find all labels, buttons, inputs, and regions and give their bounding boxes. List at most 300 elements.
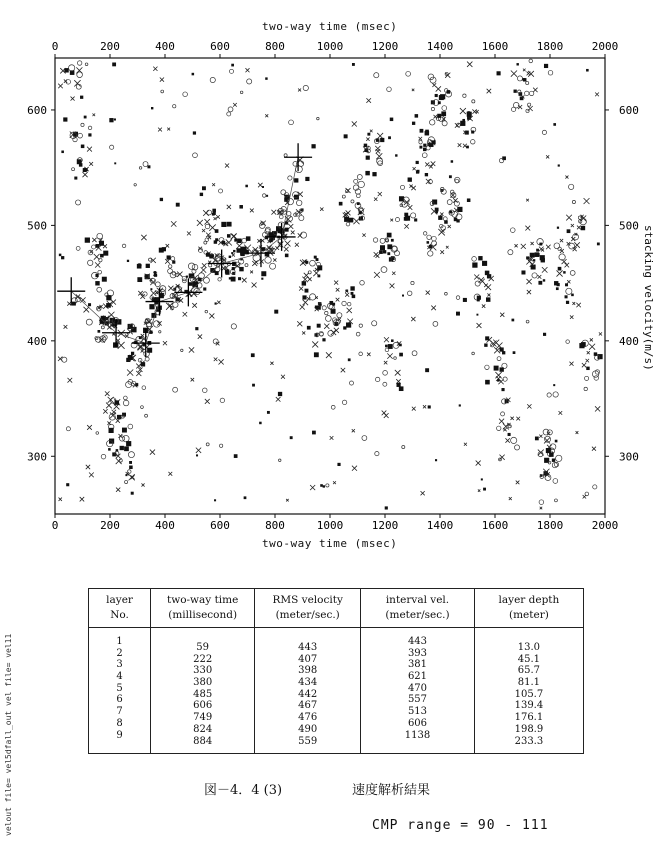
semblance-circle	[155, 282, 160, 287]
semblance-circle	[205, 310, 208, 313]
semblance-dot	[485, 336, 489, 340]
semblance-dot	[543, 333, 546, 336]
semblance-dot	[556, 287, 559, 290]
semblance-cross	[303, 300, 308, 305]
semblance-circle	[231, 324, 236, 329]
semblance-circle	[584, 387, 587, 390]
semblance-circle	[62, 357, 67, 362]
layer-no-cell: 4	[116, 671, 123, 683]
velocity-picks	[57, 143, 312, 357]
semblance-circle	[342, 400, 346, 404]
semblance-dot	[84, 116, 87, 119]
semblance-cross	[521, 244, 526, 249]
semblance-cross	[201, 267, 207, 273]
header-layer: layer No.	[89, 589, 151, 628]
semblance-cross	[539, 435, 542, 438]
semblance-circle	[168, 269, 173, 274]
semblance-circle	[173, 105, 176, 108]
semblance-cross	[374, 252, 379, 257]
semblance-circle	[472, 257, 477, 262]
semblance-dot	[195, 327, 198, 330]
semblance-dot	[449, 175, 452, 178]
semblance-cross	[370, 130, 373, 133]
semblance-cross	[546, 245, 551, 250]
table-header-row	[89, 589, 584, 628]
semblance-dot	[114, 162, 116, 164]
semblance-dot	[415, 114, 419, 118]
semblance-circle	[143, 292, 147, 296]
layer-depth-cell: 65.7	[517, 665, 541, 677]
semblance-circle	[220, 398, 224, 402]
semblance-cross	[412, 89, 414, 91]
semblance-circle	[85, 63, 88, 66]
semblance-dot	[346, 322, 351, 327]
semblance-dot	[476, 314, 478, 316]
semblance-dot	[100, 254, 104, 258]
x-tick-label-bottom: 1200	[371, 519, 399, 532]
semblance-dot	[105, 321, 109, 325]
semblance-dot	[305, 261, 308, 264]
semblance-dot	[229, 277, 231, 279]
y-tick-label-right: 600	[619, 103, 639, 117]
semblance-cross	[300, 304, 305, 309]
velocity-pick-cross	[57, 277, 85, 305]
semblance-cross	[196, 448, 201, 453]
semblance-circle	[127, 470, 131, 474]
semblance-cross	[559, 411, 563, 415]
x-tick-label-top: 1800	[536, 40, 564, 53]
semblance-circle	[358, 181, 364, 187]
rms-velocity-cell: 398	[298, 665, 318, 677]
semblance-dot	[432, 140, 436, 144]
rms-velocity-cell: 434	[298, 677, 318, 689]
semblance-circle	[585, 376, 589, 380]
semblance-cross	[116, 454, 121, 459]
semblance-circle	[423, 232, 427, 236]
semblance-circle	[402, 445, 405, 448]
semblance-dot	[387, 233, 392, 238]
semblance-dot	[435, 208, 439, 212]
x-tick-label-bottom: 200	[100, 519, 120, 532]
semblance-cross	[76, 67, 82, 73]
semblance-cross	[276, 397, 281, 402]
semblance-circle	[447, 200, 452, 205]
semblance-cross	[556, 270, 562, 276]
semblance-circle	[548, 70, 553, 75]
semblance-dot	[213, 212, 216, 215]
semblance-dot	[95, 281, 99, 285]
semblance-cross	[577, 226, 581, 230]
semblance-cross	[275, 246, 279, 250]
semblance-dot	[98, 330, 101, 333]
semblance-dot	[320, 484, 323, 487]
semblance-circle	[497, 426, 501, 430]
two-way-time-cell: 606	[193, 700, 213, 712]
semblance-circle	[529, 59, 533, 63]
semblance-dot	[329, 301, 333, 305]
semblance-cross	[118, 342, 125, 349]
semblance-dot	[154, 274, 157, 277]
semblance-cross	[217, 301, 220, 304]
semblance-dot	[85, 168, 88, 171]
semblance-cross	[569, 362, 573, 366]
semblance-cross	[374, 272, 380, 278]
semblance-circle	[123, 400, 129, 406]
semblance-cross	[71, 97, 75, 101]
semblance-cross	[214, 357, 218, 361]
semblance-cross	[87, 425, 92, 430]
semblance-circle	[428, 251, 433, 256]
semblance-dot	[391, 239, 394, 242]
semblance-dot	[508, 433, 511, 436]
semblance-circle	[270, 263, 276, 269]
semblance-cross	[538, 275, 542, 279]
semblance-cross	[105, 391, 110, 396]
semblance-cross	[413, 167, 416, 170]
semblance-circle	[296, 200, 302, 206]
semblance-cross	[566, 215, 572, 221]
semblance-cross	[587, 351, 590, 354]
semblance-circle	[372, 321, 377, 326]
semblance-circle	[422, 153, 427, 158]
semblance-dot	[380, 138, 384, 142]
semblance-cross	[284, 247, 289, 252]
semblance-cross	[106, 403, 112, 409]
semblance-circle	[139, 167, 142, 170]
semblance-dot	[579, 343, 584, 348]
semblance-cross	[198, 334, 202, 338]
semblance-dot	[423, 148, 427, 152]
semblance-dot	[512, 319, 515, 322]
semblance-dot	[337, 463, 340, 466]
semblance-circle	[134, 184, 136, 186]
semblance-cross	[320, 207, 323, 210]
figure-title: 速度解析結果	[352, 783, 431, 798]
semblance-dot	[305, 177, 309, 181]
semblance-dot	[186, 276, 188, 278]
semblance-dot	[387, 244, 392, 249]
interval-velocity-cell: 381	[407, 659, 428, 671]
semblance-dot	[200, 193, 203, 196]
semblance-circle	[72, 168, 75, 171]
semblance-circle	[566, 340, 570, 344]
semblance-dot	[234, 454, 238, 458]
semblance-cross	[446, 246, 449, 249]
semblance-circle	[568, 184, 573, 189]
semblance-circle	[472, 100, 475, 103]
semblance-dot	[425, 368, 429, 372]
semblance-circle	[539, 500, 544, 505]
semblance-cross	[187, 231, 191, 235]
semblance-cross	[299, 287, 303, 291]
rms-velocity-cell: 476	[298, 712, 318, 724]
semblance-cross	[440, 250, 444, 254]
semblance-cross	[90, 250, 93, 253]
semblance-cross	[336, 298, 340, 302]
two-way-time-cell: 59	[196, 642, 210, 653]
semblance-circle	[554, 499, 557, 502]
semblance-circle	[517, 76, 522, 81]
two-way-time-cell: 749	[193, 712, 213, 724]
semblance-dot	[485, 380, 490, 385]
semblance-dot	[425, 131, 430, 136]
semblance-dot	[215, 238, 218, 241]
semblance-cross	[592, 447, 596, 451]
semblance-circle	[407, 291, 412, 296]
semblance-cross	[183, 312, 188, 317]
semblance-circle	[431, 107, 434, 110]
semblance-cross	[515, 244, 518, 247]
semblance-circle	[229, 69, 233, 73]
semblance-cross	[495, 372, 501, 378]
x-tick-label-top: 2000	[591, 40, 619, 53]
semblance-dot	[502, 156, 506, 160]
semblance-cross	[308, 277, 312, 281]
semblance-cross	[302, 331, 305, 334]
semblance-cross	[478, 489, 480, 491]
two-way-time-cell: 485	[193, 688, 213, 700]
semblance-dot	[147, 348, 152, 353]
semblance-dot	[549, 452, 554, 457]
semblance-dot	[352, 63, 355, 66]
semblance-circle	[342, 195, 345, 198]
semblance-cross	[163, 341, 167, 345]
semblance-dot	[383, 250, 386, 253]
interval-velocity-cell: 621	[407, 671, 428, 683]
semblance-dot	[344, 217, 349, 222]
semblance-cross	[341, 368, 345, 372]
semblance-dot	[237, 238, 242, 243]
semblance-circle	[193, 153, 198, 158]
semblance-cross	[440, 213, 443, 216]
velocity-pick-cross	[284, 143, 312, 171]
semblance-cross	[571, 224, 574, 227]
semblance-cross	[92, 238, 96, 242]
semblance-dot	[502, 351, 505, 354]
semblance-cross	[252, 282, 257, 287]
semblance-circle	[463, 94, 466, 97]
semblance-dot	[423, 144, 426, 147]
semblance-circle	[219, 189, 223, 193]
semblance-dot	[391, 339, 394, 342]
semblance-dot	[225, 269, 229, 273]
semblance-dot	[463, 298, 467, 302]
semblance-cross	[487, 89, 492, 94]
semblance-cross	[165, 259, 170, 264]
semblance-dot	[261, 271, 266, 276]
semblance-dot	[385, 506, 388, 509]
semblance-cross	[352, 429, 355, 432]
semblance-dot	[388, 136, 391, 139]
semblance-cross	[286, 499, 288, 501]
semblance-cross	[576, 303, 580, 307]
semblance-dot	[189, 282, 193, 286]
semblance-dot	[139, 336, 142, 339]
semblance-dot	[536, 249, 539, 252]
semblance-dot	[435, 94, 438, 97]
semblance-circle	[242, 238, 247, 243]
semblance-cross	[214, 217, 217, 220]
semblance-dot	[302, 295, 306, 299]
semblance-cross	[141, 235, 146, 240]
semblance-dot	[514, 90, 517, 93]
semblance-cross	[366, 98, 371, 103]
semblance-circle	[359, 324, 362, 327]
semblance-dot	[120, 446, 124, 450]
semblance-dot	[399, 353, 403, 357]
semblance-circle	[443, 217, 447, 221]
semblance-cross	[395, 370, 401, 376]
semblance-dot	[530, 253, 535, 258]
semblance-cross	[546, 155, 549, 158]
semblance-circle	[532, 273, 537, 278]
semblance-cross	[599, 332, 602, 335]
semblance-dot	[399, 344, 402, 347]
semblance-dot	[379, 250, 383, 254]
semblance-dot	[343, 326, 346, 329]
semblance-dot	[414, 218, 417, 221]
semblance-dot	[141, 362, 145, 366]
semblance-circle	[553, 392, 558, 397]
rms-velocity-column	[255, 642, 360, 747]
semblance-dot	[150, 288, 152, 290]
semblance-dot	[539, 243, 542, 246]
semblance-circle	[510, 228, 515, 233]
semblance-cross	[192, 303, 197, 308]
header-layer-depth: layer depth (meter)	[474, 589, 583, 628]
semblance-dot	[262, 186, 264, 188]
semblance-dot	[402, 295, 404, 297]
semblance-dot	[244, 496, 247, 499]
semblance-dot	[467, 112, 472, 117]
semblance-dot	[408, 177, 412, 181]
interval-velocity-column	[361, 636, 474, 741]
semblance-circle	[101, 454, 106, 459]
semblance-cross	[560, 239, 563, 242]
semblance-cross	[499, 419, 504, 424]
semblance-circle	[138, 358, 142, 362]
two-way-time-cell: 824	[193, 723, 213, 735]
semblance-cross	[129, 474, 135, 480]
semblance-dot	[117, 415, 121, 419]
semblance-dot	[278, 392, 282, 396]
semblance-circle	[181, 349, 183, 351]
semblance-circle	[281, 190, 286, 195]
semblance-dot	[221, 222, 226, 227]
semblance-cross	[474, 275, 479, 280]
semblance-dot	[472, 262, 477, 267]
semblance-circle	[317, 117, 319, 119]
semblance-dot	[380, 245, 385, 250]
semblance-dot	[72, 302, 76, 306]
semblance-dot	[486, 297, 490, 301]
x-tick-label-bottom: 1000	[316, 519, 344, 532]
semblance-circle	[354, 179, 358, 183]
semblance-circle	[310, 260, 316, 266]
semblance-dot	[456, 312, 460, 316]
semblance-cross	[527, 72, 531, 76]
semblance-cross	[250, 209, 254, 213]
semblance-circle	[393, 342, 399, 348]
semblance-dot	[451, 160, 453, 162]
semblance-cross	[166, 244, 169, 247]
semblance-cross	[108, 312, 114, 318]
semblance-circle	[262, 194, 265, 197]
semblance-cross	[150, 450, 155, 455]
semblance-dot	[553, 123, 556, 126]
semblance-dot	[115, 400, 119, 404]
x-tick-label-bottom: 1400	[426, 519, 454, 532]
semblance-cross	[87, 147, 92, 152]
semblance-circle	[427, 235, 431, 239]
semblance-circle	[501, 412, 505, 416]
semblance-dot	[112, 452, 116, 456]
semblance-cross	[58, 84, 63, 89]
semblance-circle	[374, 73, 379, 78]
semblance-cross	[86, 465, 90, 469]
semblance-circle	[325, 316, 331, 322]
semblance-circle	[325, 311, 328, 314]
semblance-dot	[565, 283, 568, 286]
semblance-dot	[127, 260, 129, 262]
semblance-dot	[483, 488, 486, 491]
semblance-circle	[508, 250, 513, 255]
semblance-dot	[416, 161, 419, 164]
semblance-dot	[344, 134, 348, 138]
semblance-dot	[192, 73, 195, 76]
semblance-cross	[511, 70, 517, 76]
semblance-cross	[523, 69, 526, 72]
semblance-cross	[525, 226, 530, 231]
semblance-circle	[122, 244, 126, 248]
semblance-circle	[125, 480, 128, 483]
semblance-cross	[509, 497, 512, 500]
semblance-dot	[88, 133, 91, 136]
semblance-circle	[566, 288, 572, 294]
semblance-circle	[349, 381, 353, 385]
semblance-circle	[245, 264, 248, 267]
semblance-circle	[77, 61, 81, 65]
semblance-circle	[375, 377, 379, 381]
semblance-circle	[98, 270, 102, 274]
semblance-cross	[590, 338, 593, 341]
semblance-circle	[485, 365, 489, 369]
semblance-cross	[374, 197, 377, 200]
semblance-cross	[160, 78, 164, 82]
semblance-dot	[571, 294, 574, 297]
semblance-dot	[239, 205, 243, 209]
semblance-cross	[298, 88, 301, 91]
semblance-circle	[359, 352, 363, 356]
semblance-circle	[387, 87, 392, 92]
semblance-circle	[356, 332, 360, 336]
semblance-cross	[209, 313, 214, 318]
semblance-cross	[141, 483, 144, 486]
semblance-cross	[197, 220, 203, 226]
header-two-way-time: two-way time (millisecond)	[151, 589, 255, 628]
semblance-cross	[205, 399, 210, 404]
semblance-cross	[412, 407, 416, 411]
semblance-cross	[510, 417, 513, 420]
x-tick-label-top: 1400	[426, 40, 454, 53]
semblance-circle	[526, 320, 529, 323]
semblance-dot	[160, 198, 163, 201]
semblance-dot	[315, 306, 318, 309]
semblance-dot	[454, 218, 458, 222]
semblance-dot	[538, 281, 542, 285]
semblance-circle	[497, 357, 501, 361]
semblance-dot	[567, 229, 571, 233]
